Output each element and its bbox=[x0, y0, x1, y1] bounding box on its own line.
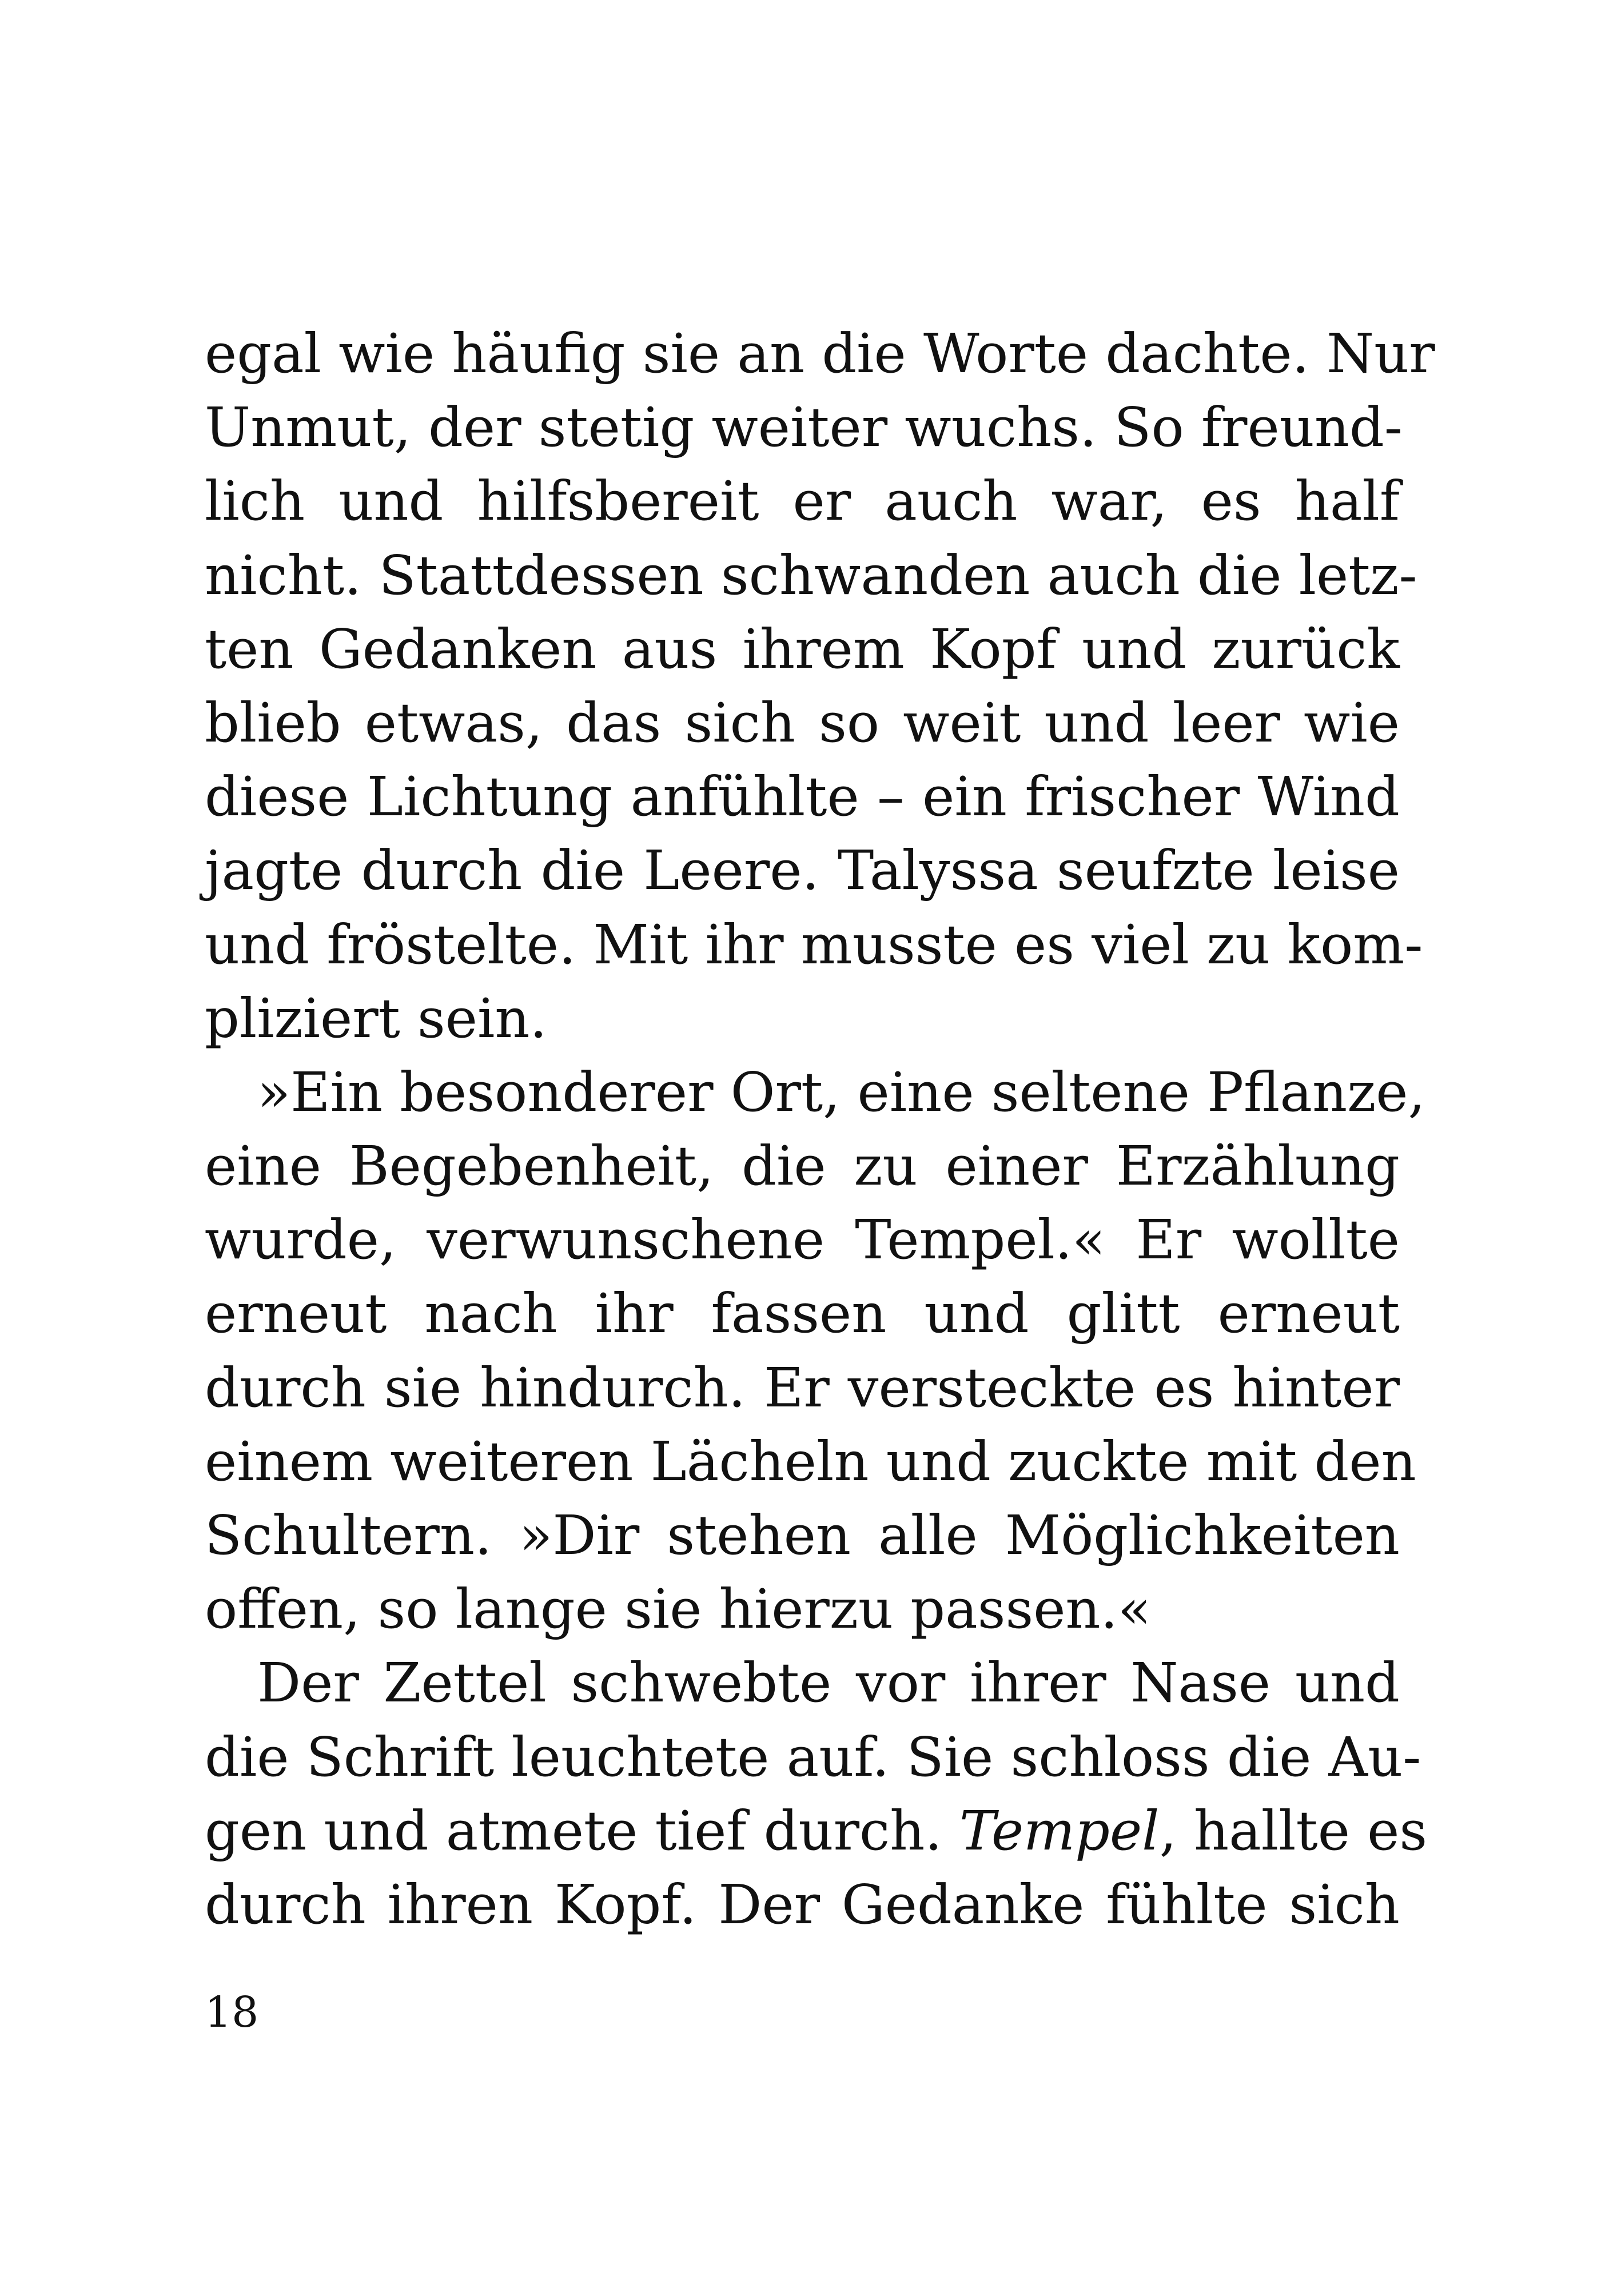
text-line: nicht. Stattdessen schwanden auch die letz- bbox=[205, 544, 1417, 607]
body-text bbox=[205, 317, 1435, 1942]
page-number: 18 bbox=[205, 1988, 259, 2037]
italic-word: Tempel bbox=[959, 1799, 1160, 1863]
text-line: ten Gedanken aus ihrem Kopf und zurück bbox=[205, 617, 1400, 681]
text-line: »Ein besonderer Ort, eine seltene Pflanze, bbox=[257, 1061, 1425, 1124]
text-line: einem weiteren Lächeln und zuckte mit den bbox=[205, 1430, 1416, 1493]
text-line: wurde, verwunschene Tempel.« Er wollte bbox=[205, 1209, 1400, 1272]
text-line: egal wie häufig sie an die Worte dachte. Nur bbox=[205, 322, 1435, 385]
text-line: eine Begebenheit, die zu einer Erzählung bbox=[205, 1135, 1400, 1198]
text-line: blieb etwas, das sich so weit und leer wie bbox=[205, 691, 1400, 755]
text-segment: , hallte es bbox=[1159, 1799, 1428, 1863]
text-line: offen, so lange sie hierzu passen.« bbox=[205, 1578, 1151, 1641]
text-line: pliziert sein. bbox=[205, 987, 547, 1050]
text-line: Schultern. »Dir stehen alle Möglichkeiten bbox=[205, 1504, 1400, 1567]
text-line: durch sie hindurch. Er versteckte es hinter bbox=[205, 1356, 1400, 1420]
text-segment: gen und atmete tief durch. bbox=[205, 1799, 959, 1863]
text-line: und fröstelte. Mit ihr musste es viel zu kom- bbox=[205, 913, 1423, 976]
text-line: Unmut, der stetig weiter wuchs. So freund- bbox=[205, 396, 1403, 460]
text-line: die Schrift leuchtete auf. Sie schloss die Au- bbox=[205, 1725, 1421, 1789]
text-line: erneut nach ihr fassen und glitt erneut bbox=[205, 1282, 1400, 1346]
text-line bbox=[205, 1795, 1428, 1868]
text-line: Der Zettel schwebte vor ihrer Nase und bbox=[257, 1652, 1400, 1715]
text-line: diese Lichtung anfühlte – ein frischer Wind bbox=[205, 766, 1400, 829]
text-line: lich und hilfsbereit er auch war, es half bbox=[205, 470, 1400, 533]
text-line: jagte durch die Leere. Talyssa seufzte leise bbox=[205, 839, 1400, 903]
text-line: durch ihren Kopf. Der Gedanke fühlte sich bbox=[205, 1873, 1400, 1936]
